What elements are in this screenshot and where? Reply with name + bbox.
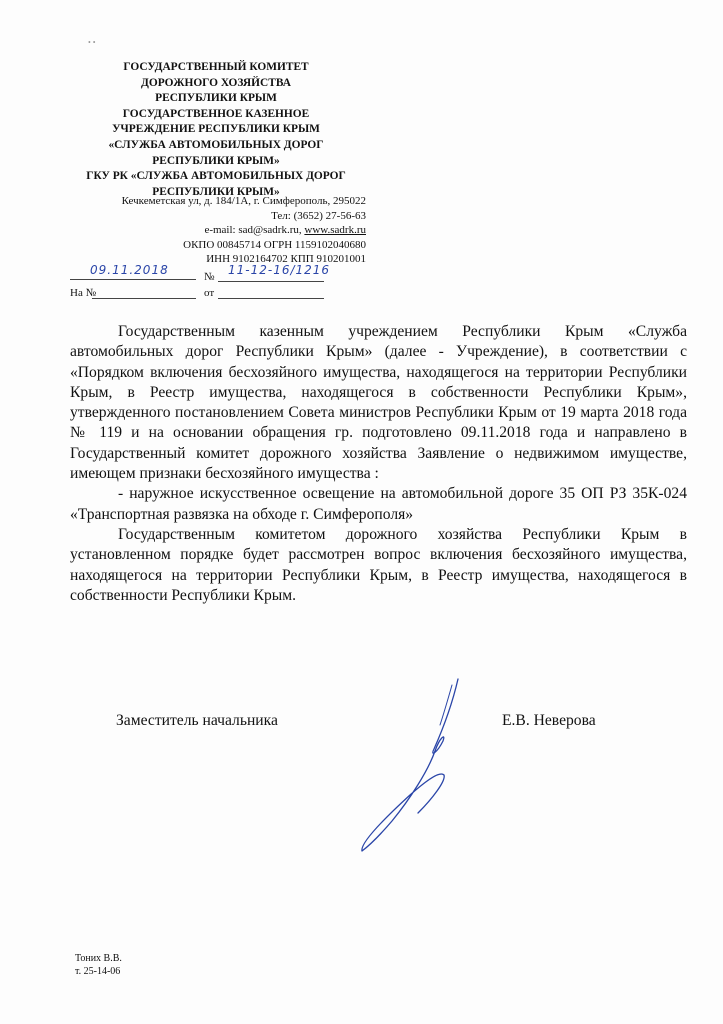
letterhead: [70, 60, 362, 200]
letter-body: [70, 322, 687, 606]
letterhead-line: «СЛУЖБА АВТОМОБИЛЬНЫХ ДОРОГ: [108, 138, 324, 151]
body-paragraph-2: - наружное искусственное освещение на автомобильной дороге 35 ОП РЗ 35К-024 «Транспортная развязка на обходе г. Симферополя»: [70, 485, 687, 523]
executor-name: Тоних В.В.: [75, 953, 122, 964]
body-paragraph-1: Государственным казенным учреждением Республики Крым «Служба автомобильных дорог Республики Крым» (далее - Учреждение), в соответствии с «Порядком включения бесхозяйного имущества, находящегося на территории Республики Крым, в Реестр имущества, находящегося в собственности Республики Крым», утвержденного постановлением Совета министров Республики Крым от 19 марта 2018 года № 119 и на основании обращения гр. подготовлено 09.11.2018 года и направлено в Государственный комитет дорожного хозяйства Заявление о недвижимом имуществе, имеющем признаки бесхозяйного имущества :: [70, 323, 687, 483]
letterhead-line: ГКУ РК «СЛУЖБА АВТОМОБИЛЬНЫХ ДОРОГ: [86, 170, 346, 183]
letterhead-line: РЕСПУБЛИКИ КРЫМ»: [152, 154, 280, 167]
na-label: На №: [70, 287, 97, 299]
date-underline: [70, 279, 196, 280]
signatory-title: Заместитель начальника: [116, 712, 278, 729]
body-paragraph-3: Государственным комитетом дорожного хозяйства Республики Крым в установленном порядке будет рассмотрен вопрос включения бесхозяйного имущества, находящегося на территории Республики Крым, в Реестр имущества, находящегося в собственности Республики Крым.: [70, 525, 687, 604]
website-link[interactable]: www.sadrk.ru: [304, 224, 366, 237]
ot-underline: [218, 298, 324, 299]
ot-label: от: [204, 287, 215, 299]
handwritten-number: 11-12-16/1216: [228, 263, 331, 277]
street-address: Кечкеметская ул, д. 184/1А, г. Симферополь, 295022: [121, 195, 366, 207]
letterhead-line: РЕСПУБЛИКИ КРЫМ»: [152, 185, 280, 198]
inn-kpp: ИНН 9102164702 КПП 910201001: [206, 253, 366, 266]
handwritten-signature: [340, 675, 480, 855]
phone-number: Тел: (3652) 27-56-63: [271, 209, 366, 222]
handwritten-date: 09.11.2018: [90, 263, 169, 277]
letterhead-line: ДОРОЖНОГО ХОЗЯЙСТВА: [141, 76, 291, 89]
scan-mark: • •: [88, 38, 96, 47]
signatory-name: Е.В. Неверова: [502, 712, 596, 729]
email-line: [70, 223, 366, 238]
na-underline: [92, 298, 196, 299]
letterhead-line: УЧРЕЖДЕНИЕ РЕСПУБЛИКИ КРЫМ: [112, 123, 320, 136]
letterhead-line: ГОСУДАРСТВЕННЫЙ КОМИТЕТ: [123, 61, 309, 73]
executor-info: [75, 952, 122, 978]
executor-phone: т. 25-14-06: [75, 966, 121, 977]
email-prefix: e-mail: sad@sadrk.ru,: [204, 224, 305, 237]
letterhead-line: РЕСПУБЛИКИ КРЫМ: [155, 92, 277, 105]
number-underline: [218, 281, 324, 282]
letterhead-line: ГОСУДАРСТВЕННОЕ КАЗЕННОЕ: [122, 107, 310, 120]
okpo-ogrn: ОКПО 00845714 ОГРН 1159102040680: [183, 238, 366, 251]
address-block: [70, 194, 366, 267]
number-sign: №: [204, 271, 215, 283]
